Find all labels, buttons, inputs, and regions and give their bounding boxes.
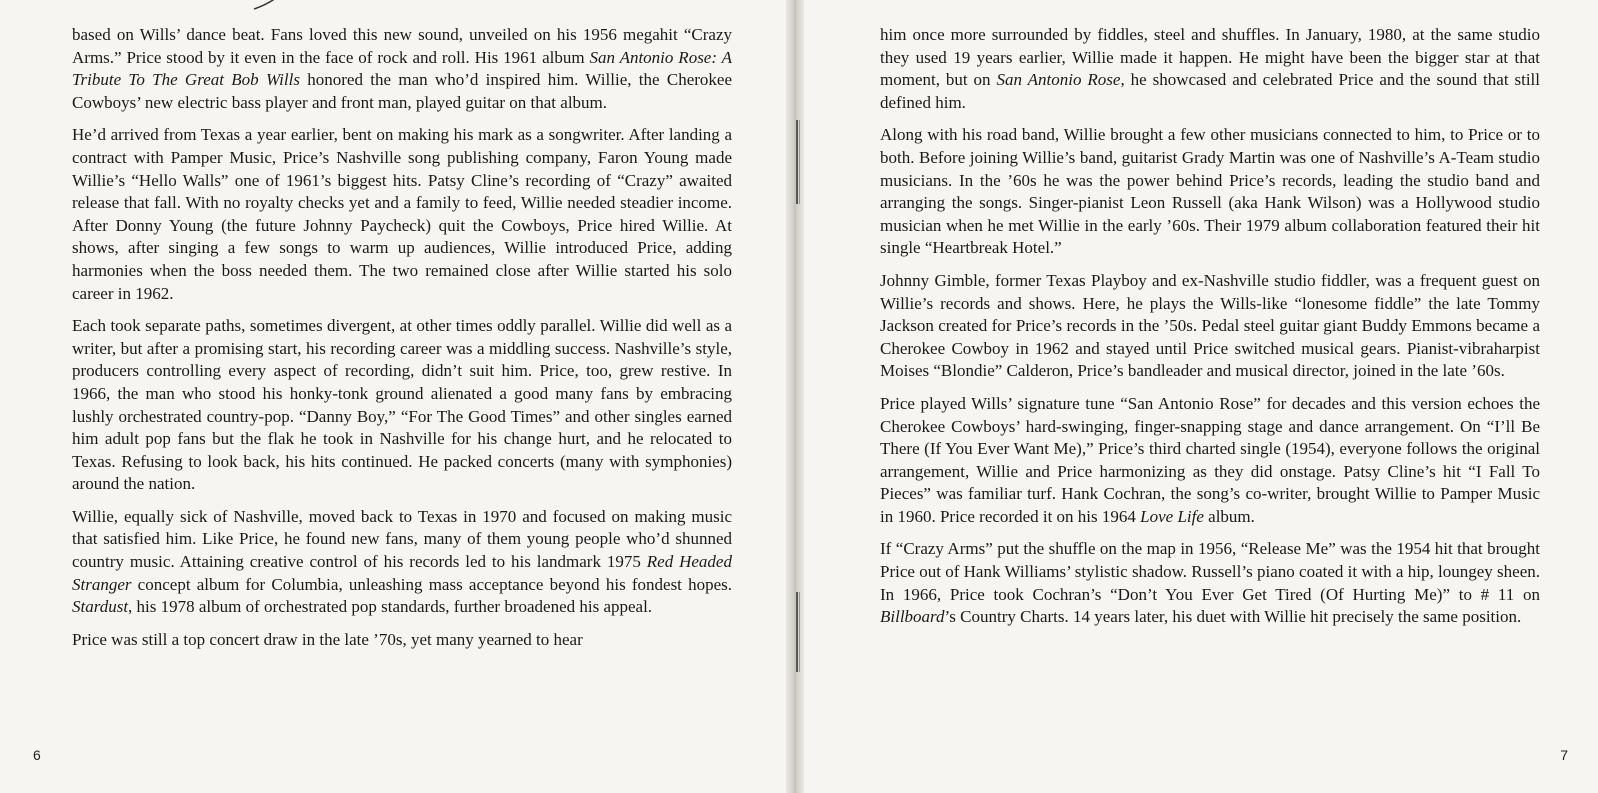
italic-title-text: Red Headed Stranger <box>72 552 732 594</box>
paragraph <box>880 24 1540 114</box>
right-page-number: 7 <box>1560 747 1568 763</box>
paragraph-text: , he showcased and celebrated Price and the sound that still defined him. <box>880 70 1540 112</box>
italic-title-text: San Antonio Rose <box>996 70 1121 90</box>
paragraph-text: Along with his road band, Willie brought a few other musicians connected to him, to Price or to both. Before joining Willie’s band, guitarist Grady Martin was one of Nashville’s A-Team studio musicians. In the ’60s he was the power behind Price’s records, leading the studio band and arranging the songs. Singer-pianist Leon Russell (aka Hank Wilson) was a Hollywood studio musician when he met Willie in the early ’60s. Their 1979 album collaboration featured their hit single “Heartbreak Hotel.” <box>880 125 1540 258</box>
right-page <box>800 0 1598 793</box>
paragraph <box>72 124 732 305</box>
paragraph <box>72 24 732 114</box>
paragraph-text: concept album for Columbia, unleashing mass acceptance beyond his fondest hopes. <box>131 574 732 594</box>
italic-title-text: San Antonio Rose: A Tribute To The Great Bob Wills <box>72 47 732 90</box>
right-page-text-column <box>880 24 1540 639</box>
staple-bottom <box>796 592 800 672</box>
italic-title-text: Love Life <box>1140 506 1204 526</box>
paragraph <box>72 506 732 619</box>
page-gutter <box>786 0 804 793</box>
paragraph-text: honored the man who’d inspired him. Willie, the Cherokee Cowboys’ new electric bass player and front man, played guitar on that album. <box>72 70 732 112</box>
paragraph <box>880 270 1540 383</box>
paragraph-text: Johnny Gimble, former Texas Playboy and ex-Nashville studio fiddler, was a frequent guest on Willie’s records and shows. Here, he plays the Wills-like “lonesome fiddle” the late Tommy Jackson created for Price’s records in the ’50s. Pedal steel guitar giant Buddy Emmons became a Cherokee Cowboy in 1962 and stayed until Price switched musical gears. Pianist-vibraharpist Moises “Blondie” Calderon, Price’s bandleader and musical director, joined in the late ’60s. <box>880 270 1540 381</box>
left-page <box>0 0 790 793</box>
paragraph-text: He’d arrived from Texas a year earlier, bent on making his mark as a songwriter. After landing a contract with Pamper Music, Price’s Nashville song publishing company, Faron Young made Willie’s “Hello Walls” one of 1961’s biggest hits. Patsy Cline’s recording of “Crazy” awaited release that fall. With no royalty checks yet and a family to feed, Willie needed steadier income. After Donny Young (the future Johnny Paycheck) quit the Cowboys, Price hired Willie. At shows, after singing a few songs to warm up audiences, Willie introduced Price, adding harmonies when the boss needed them. The two remained close after Willie started his solo career in 1962. <box>72 125 732 303</box>
paragraph <box>880 124 1540 260</box>
paragraph-text: based on Wills’ dance beat. Fans loved this new sound, unveiled on his 1956 megahit “Crazy Arms.” Price stood by it even in the face of rock and roll. His 1961 album <box>72 25 732 67</box>
italic-title-text: Stardust <box>72 597 129 617</box>
paragraph-text: ’s Country Charts. 14 years later, his duet with Willie hit precisely the same position. <box>944 607 1522 627</box>
staple-top <box>796 120 800 204</box>
paragraph-text: Each took separate paths, sometimes divergent, at other times oddly parallel. Willie did well as a writer, but after a promising start, his recording career was a middling success. Nashville’s style, producers controlling every aspect of recording, didn’t suit him. Price, too, grew restive. In 1966, the man who stood his honky-tonk ground alienated a good many fans by embracing lushly orchestrated country-pop. “Danny Boy,” “For The Good Times” and other singles earned him adult pop fans but the flak he took in Nashville for his change hurt, and he relocated to Texas. Refusing to look back, his hits continued. He packed concerts (many with symphonies) around the nation. <box>72 316 732 494</box>
paragraph-text: , his 1978 album of orchestrated pop standards, further broadened his appeal. <box>128 597 653 617</box>
italic-title-text: Billboard <box>880 607 945 627</box>
paragraph-text: Willie, equally sick of Nashville, moved back to Texas in 1970 and focused on making music that satisfied him. Like Price, he found new fans, many of them young people who’d shunned country music. Attaining creative control of his records led to his landmark 1975 <box>72 506 732 572</box>
paragraph <box>72 629 732 652</box>
paragraph-text: Price played Wills’ signature tune “San Antonio Rose” for decades and this version echoes the Cherokee Cowboys’ hard-swinging, finger-snapping stage and dance arrangement. On “I’ll Be There (If You Ever Want Me),” Price’s third charted single (1954), everyone follows the original arrangement, Willie and Price harmonizing as they did onstage. Patsy Cline’s hit “I Fall To Pieces” was familiar turf. Hank Cochran, the song’s co-writer, brought Willie to Pamper Music in 1960. Price recorded it on his 1964 <box>880 393 1540 526</box>
paragraph-text: album. <box>1203 506 1255 526</box>
paragraph-text: Price was still a top concert draw in the late ’70s, yet many yearned to hear <box>72 629 583 649</box>
paragraph <box>880 393 1540 529</box>
paragraph <box>880 538 1540 628</box>
paragraph-text: If “Crazy Arms” put the shuffle on the map in 1956, “Release Me” was the 1954 hit that brought Price out of Hank Williams’ stylistic shadow. Russell’s piano coated it with a hip, loungey sheen. In 1966, Price took Cochran’s “Don’t You Ever Get Tired (Of Hurting Me)” to # 11 on <box>880 539 1540 604</box>
paragraph-text: him once more surrounded by fiddles, steel and shuffles. In January, 1980, at the same studio they used 19 years earlier, Willie made it happen. He might have been the bigger star at that moment, but on <box>880 25 1540 90</box>
left-page-number: 6 <box>33 747 41 763</box>
left-page-text-column <box>72 24 732 661</box>
paragraph <box>72 315 732 496</box>
ink-mark-decoration <box>252 0 292 10</box>
